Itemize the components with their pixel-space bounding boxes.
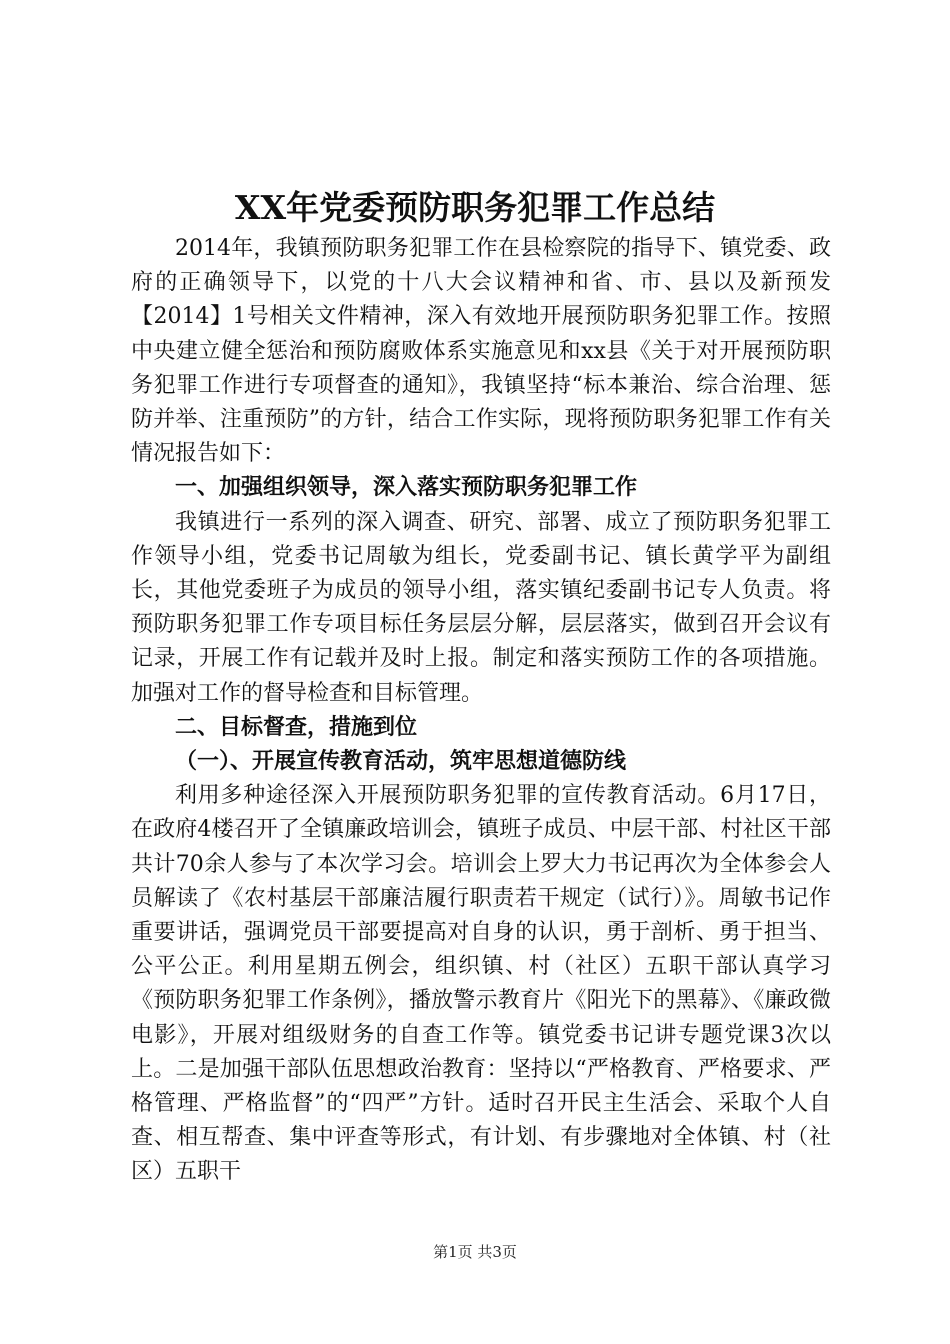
subsection-1-heading: （一）、开展宣传教育活动，筑牢思想道德防线 xyxy=(175,749,627,775)
intro-paragraph: 2014年，我镇预防职务犯罪工作在县检察院的指导下、镇党委、政府的正确领导下，以党的十八大会议精神和省、市、县以及新预发【2014】1号相关文件精神，深入有效地开展预防职务犯罪工作。按照中央建立健全惩治和预防腐败体系实施意见和xx县《关于对开展预防职务犯罪工作进行专项督查的通知》，我镇坚持“标本兼治、综合治理、惩防并举、注重预防”的方针，结合工作实际，现将预防职务犯罪工作有关情况报告如下： xyxy=(131,236,831,467)
document-title: XX年党委预防职务犯罪工作总结 xyxy=(234,188,716,227)
page-number-footer: 第1页 共3页 xyxy=(433,1243,517,1261)
section-2-heading: 二、目标督查，措施到位 xyxy=(175,714,418,740)
subsection-1-paragraph: 利用多种途径深入开展预防职务犯罪的宣传教育活动。6月17日，在政府4楼召开了全镇廉政培训会，镇班子成员、中层干部、村社区干部共计70余人参与了本次学习会。培训会上罗大力书记再次为全体参会人员解读了《农村基层干部廉洁履行职责若干规定（试行）》。周敏书记作重要讲话，强调党员干部要提高对自身的认识，勇于剖析、勇于担当、公平公正。利用星期五例会，组织镇、村（社区）五职干部认真学习《预防职务犯罪工作条例》，播放警示教育片《阳光下的黑幕》、《廉政微电影》，开展对组级财务的自查工作等。镇党委书记讲专题党课3次以上。二是加强干部队伍思想政治教育：坚持以“严格教育、严格要求、严格管理、严格监督”的“四严”方针。适时召开民主生活会、采取个人自查、相互帮查、集中评查等形式，有计划、有步骤地对全体镇、村（社区）五职干 xyxy=(131,783,831,1185)
section-1-paragraph: 我镇进行一系列的深入调查、研究、部署、成立了预防职务犯罪工作领导小组，党委书记周敏为组长，党委副书记、镇长黄学平为副组长，其他党委班子为成员的领导小组，落实镇纪委副书记专人负责。将预防职务犯罪工作专项目标任务层层分解，层层落实，做到召开会议有记录，开展工作有记载并及时上报。制定和落实预防工作的各项措施。加强对工作的督导检查和目标管理。 xyxy=(131,509,831,706)
document-body xyxy=(131,232,831,1190)
section-1-heading: 一、加强组织领导，深入落实预防职务犯罪工作 xyxy=(175,475,638,501)
